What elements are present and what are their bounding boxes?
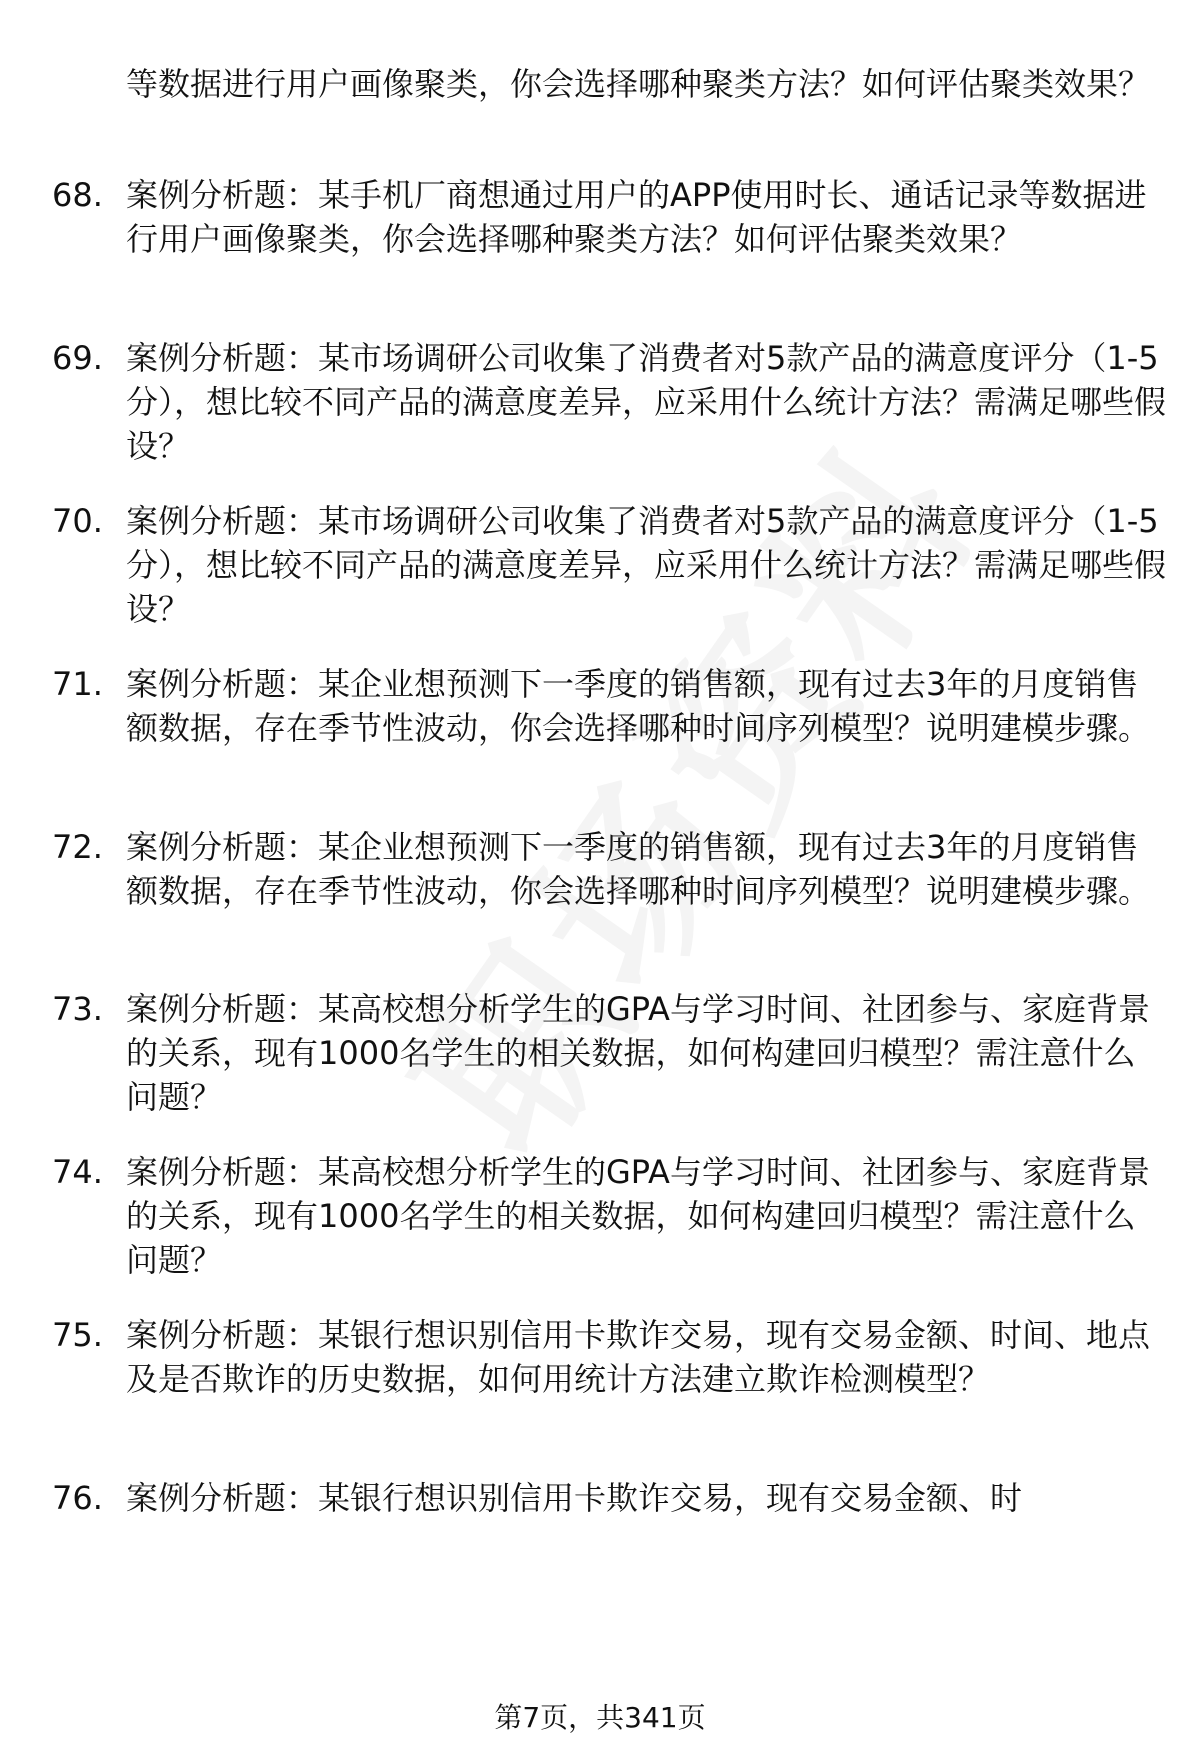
question-text: 案例分析题：某手机厂商想通过用户的APP使用时长、通话记录等数据进行用户画像聚类，你会选择哪种聚类方法？如何评估聚类效果？	[126, 176, 1147, 258]
question-number: 71.	[52, 665, 103, 703]
question-text: 案例分析题：某市场调研公司收集了消费者对5款产品的满意度评分（1-5分），想比较不同产品的满意度差异，应采用什么统计方法？需满足哪些假设？	[126, 502, 1167, 628]
question-text: 案例分析题：某高校想分析学生的GPA与学习时间、社团参与、家庭背景的关系，现有1000名学生的相关数据，如何构建回归模型？需注意什么问题？	[126, 1153, 1150, 1279]
question-number: 69.	[52, 339, 103, 377]
question-number: 74.	[52, 1153, 103, 1191]
question-text: 案例分析题：某高校想分析学生的GPA与学习时间、社团参与、家庭背景的关系，现有1000名学生的相关数据，如何构建回归模型？需注意什么问题？	[126, 990, 1150, 1116]
question-text: 案例分析题：某银行想识别信用卡欺诈交易，现有交易金额、时	[126, 1479, 1023, 1517]
question-number: 70.	[52, 502, 103, 540]
question-text: 案例分析题：某企业想预测下一季度的销售额，现有过去3年的月度销售额数据，存在季节性波动，你会选择哪种时间序列模型？说明建模步骤。	[126, 665, 1151, 747]
question-text: 案例分析题：某企业想预测下一季度的销售额，现有过去3年的月度销售额数据，存在季节性波动，你会选择哪种时间序列模型？说明建模步骤。	[126, 828, 1151, 910]
question-number: 68.	[52, 176, 103, 214]
page-footer: 第7页，共341页	[494, 1701, 706, 1734]
question-number: 73.	[52, 990, 103, 1028]
question-text: 案例分析题：某市场调研公司收集了消费者对5款产品的满意度评分（1-5分），想比较不同产品的满意度差异，应采用什么统计方法？需满足哪些假设？	[126, 339, 1167, 465]
question-text: 案例分析题：某银行想识别信用卡欺诈交易，现有交易金额、时间、地点及是否欺诈的历史数据，如何用统计方法建立欺诈检测模型？	[126, 1316, 1151, 1398]
question-number: 76.	[52, 1479, 103, 1517]
question-number: 72.	[52, 828, 103, 866]
question-number: 75.	[52, 1316, 103, 1354]
continued-question-text: 等数据进行用户画像聚类，你会选择哪种聚类方法？如何评估聚类效果？	[126, 65, 1151, 103]
